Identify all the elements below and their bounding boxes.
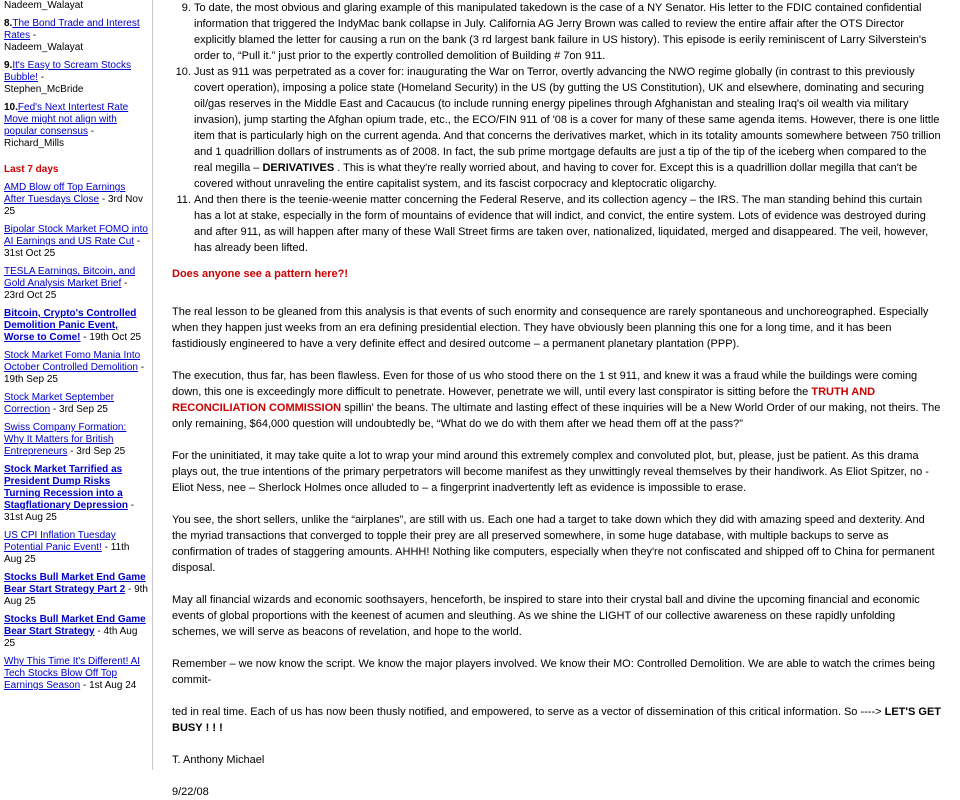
popular-item (4, 0, 148, 12)
recent-article-date: 3rd Nov 25 (4, 194, 143, 217)
recent-article-date: 3rd Sep 25 (76, 446, 126, 457)
recent-article-link[interactable]: Stock Market Fomo Mania Into October Controlled Demolition (4, 350, 141, 373)
recent-article-link[interactable]: Stock Market September Correction (4, 392, 115, 415)
recent-article-date: 9th Aug 25 (4, 584, 148, 607)
recent-article-date: 11th Aug 25 (4, 542, 130, 565)
popular-item-number: 8. (4, 18, 13, 29)
paragraph-uninitiated: For the uninitiated, it may take quite a lot to wrap your mind around this extremely complex and convoluted plot, but, please, just be patient. As this drama plays out, the true intentions of the primary perpetrators will become manifest as they unwittingly reveal themselves by their handiwork. As Eliot Spitzer, no - Eliot Ness, nee – Sherlock Holmes once alluded to – a fingerprint inadvertently left as evidence is impossible to erase. (172, 450, 929, 494)
recent-article-date: 31st Oct 25 (4, 248, 56, 259)
recent-article-link[interactable]: Bipolar Stock Market FOMO into AI Earnings and US Rate Cut (4, 224, 148, 247)
recent-article-link[interactable]: AMD Blow off Top Earnings After Tuesdays Close (4, 182, 126, 205)
recent-article-item: US CPI Inflation Tuesday Potential Panic Event! - 11th Aug 25 (4, 530, 130, 565)
popular-item: 10.Fed's Next Intertest Rate Move might not align with popular consensus - Richard_Mills (4, 102, 129, 149)
recent-article-link[interactable]: Swiss Company Formation: Why It Matters for British Entrepreneurs (4, 422, 127, 457)
item-11-text: And then there is the teenie-weenie matter concerning the Federal Reserve, and its collection agency – the IRS. The man standing behind this curtain has a lot at stake, especially in the form of mountains of evidence that will indict, and convict, the entire system. Lots of evidence was destroyed during and after 911, as will happen after many of these Wall Street firms are taken over, nationalized, liquidated, merged and disappeared. The veil, however, has already been lifted. (194, 194, 929, 254)
popular-item-author: Nadeem_Walayat (4, 0, 84, 11)
numbered-list (172, 0, 942, 256)
recent-article-link[interactable]: TESLA Earnings, Bitcoin, and Gold Analysis Market Brief (4, 266, 136, 289)
recent-article-date: 19th Oct 25 (89, 332, 142, 343)
recent-article-date: 4th Aug 25 (4, 626, 138, 649)
popular-item-author: Stephen_McBride (4, 84, 84, 95)
paragraph-short-sellers: You see, the short sellers, unlike the “airplanes”, are still with us. Each one had a target to take down which they did with amazing speed and dexterity. And the myriad transactions that converged to topple their prey are all preserved somewhere, in some huge database, with multiple backups to serve as confirmation of trades of staggering amounts. AHHH! Nothing like computers, especially when they're not confiscated and shipped off to China for permanent disposal. (172, 514, 935, 574)
recent-article-date: 1st Aug 24 (89, 680, 137, 691)
article-body (172, 0, 942, 798)
recent-article-item: Stocks Bull Market End Game Bear Start Strategy Part 2 - 9th Aug 25 (4, 572, 148, 607)
popular-item-link[interactable]: Fed's Next Intertest Rate Move might not align with popular consensus (4, 102, 129, 137)
item-10-text: Just as 911 was perpetrated as a cover for: inaugurating the War on Terror, overtly advancing the NWO regime globally (in contrast to this previously covert operation), imposing a police state (Homeland Security) in the US (by gutting the US Constitution), UK and elsewhere, dominating and securing oil/gas reserves in the Middle East and Cacaucus (to include running energy pipelines through Afghanistan and stealing Iraq's oil wealth via military invasion), jump starting the Afghan opium trade, etc., the ECO/FIN 911 of '08 is a cover for many of these same agenda items. However, there is one little item that is particularly high on the current agenda. And that concerns the derivatives market, which in its totality amounts somewhere between 750 trillion and 1 quadrillion dollars of instruments as of 2008. In fact, the sub prime mortgage defaults are just a tip of the tip of the iceberg when compared to the real megilla – (194, 66, 941, 174)
get-busy-exclaim: ! ! ! (205, 722, 223, 734)
derivatives-emphasis: DERIVATIVES (262, 162, 335, 174)
list-item-11 (194, 192, 942, 256)
item-9-text: To date, the most obvious and glaring example of this manipulated takedown is the case of a NY Senator. His letter to the FDIC contained confidential information that triggered the IndyMac bank collapse in July. California AG Jerry Brown was called to review the entire affair after the OTS Director explicitly blamed the letter for causing a run on the bank (3 rd largest bank failure in US history). This episode is eerily reminiscent of Larry Silverstein's order to, “Pull it.” just prior to the expertly controlled demolition of Building # 7on 911. (194, 2, 927, 62)
list-item-9 (194, 0, 942, 64)
popular-item-number: 9. (4, 60, 13, 71)
recent-article-link[interactable]: Bitcoin, Crypto's Controlled Demolition Panic Event, Worse to Come! (4, 308, 137, 343)
item-10-text-end: . This is what they're really worried about, and having to cover for. Except this is a quadrillion dollar megilla that can't be covered without unraveling the entire capitalist system, and its fascist corpocracy and kleptocratic oligarchy. (194, 162, 918, 190)
recent-article-date: 31st Aug 25 (4, 512, 57, 523)
paragraph-execution (172, 368, 942, 432)
get-busy-emphasis: LET'S GET BUSY (172, 706, 942, 734)
author-signature: T. Anthony Michael (172, 754, 265, 766)
recent-article-link[interactable]: Stock Market Tarrified as President Dump Risks Turning Recession into a Stagflationary Depression (4, 464, 128, 511)
popular-item-author: Richard_Mills (4, 138, 65, 149)
paragraph-real-time (172, 704, 942, 736)
article-date: 9/22/08 (172, 786, 209, 798)
recent-article-item: Bipolar Stock Market FOMO into AI Earnings and US Rate Cut - 31st Oct 25 (4, 224, 148, 259)
popular-item-author: Nadeem_Walayat (4, 42, 84, 53)
recent-article-item: AMD Blow off Top Earnings After Tuesdays Close - 3rd Nov 25 (4, 182, 143, 217)
recent-article-link[interactable]: US CPI Inflation Tuesday Potential Panic Event! (4, 530, 116, 553)
popular-item: 9.It's Easy to Scream Stocks Bubble! - Stephen_McBride (4, 60, 131, 95)
recent-article-link[interactable]: Stocks Bull Market End Game Bear Start Strategy (4, 614, 146, 637)
recent-article-item: Stock Market Fomo Mania Into October Controlled Demolition - 19th Sep 25 (4, 350, 145, 385)
recent-article-date: 3rd Sep 25 (59, 404, 108, 415)
recent-article-date: 23rd Oct 25 (4, 290, 57, 301)
recent-article-date: 19th Sep 25 (4, 374, 58, 385)
sidebar (0, 0, 153, 770)
pattern-heading: Does anyone see a pattern here?! (172, 268, 349, 280)
recent-article-item: Bitcoin, Crypto's Controlled Demolition Panic Event, Worse to Come! - 19th Oct 25 (4, 308, 142, 343)
paragraph-wizards: May all financial wizards and economic soothsayers, henceforth, be inspired to stare into their crystal ball and divine the upcoming financial and economic events of global proportions with the keenest of acumen and sleuthing. As we shine the LIGHT of our collective awareness on these rapidly unfolding schemes, we will serve as beacons of revelation, and hope to the world. (172, 594, 920, 638)
list-item-10 (194, 64, 942, 192)
recent-article-link[interactable]: Stocks Bull Market End Game Bear Start Strategy Part 2 (4, 572, 146, 595)
recent-article-item: Why This Time It's Different! AI Tech Stocks Blow Off Top Earnings Season - 1st Aug 24 (4, 656, 141, 691)
popular-item-link[interactable]: It's Easy to Scream Stocks Bubble! (4, 60, 131, 83)
recent-article-link[interactable]: Why This Time It's Different! AI Tech Stocks Blow Off Top Earnings Season (4, 656, 141, 691)
recent-article-item: Stock Market Tarrified as President Dump Risks Turning Recession into a Stagflationary Depression - 31st Aug 25 (4, 464, 135, 523)
real-time-text: ted in real time. Each of us has now been thusly notified, and empowered, to serve as a vector of dissemination of this critical information. So ----> (172, 706, 882, 718)
recent-article-item: TESLA Earnings, Bitcoin, and Gold Analysis Market Brief - 23rd Oct 25 (4, 266, 136, 301)
commission-emphasis: TRUTH AND RECONCILIATION COMMISSION (172, 386, 876, 414)
recent-article-item: Stocks Bull Market End Game Bear Start Strategy - 4th Aug 25 (4, 614, 146, 649)
popular-item: 8.The Bond Trade and Interest Rates - Nadeem_Walayat (4, 18, 140, 53)
popular-item-number: 10. (4, 102, 18, 113)
execution-text-end: spillin' the beans. The ultimate and lasting effect of these inquiries will be a New World Order of our making, not theirs. The only remaining, $64,000 question will undoubtedly be, “What do we do with them after we head them off at the pass?” (172, 402, 941, 430)
paragraph-lesson: The real lesson to be gleaned from this analysis is that events of such enormity and consequence are rarely spontaneous and unchoreographed. Especially when they happen just weeks from an era defining presidential election. They have obviously been planning this one for a long time, and it has been fastidiously engineered to have a very definite effect and desired outcome – a permanent planetary plantation (PPP). (172, 306, 929, 350)
paragraph-remember: Remember – we now know the script. We know the major players involved. We know their MO: Controlled Demolition. We are able to watch the crimes being commit- (172, 658, 935, 686)
popular-item-link[interactable]: The Bond Trade and Interest Rates (4, 18, 140, 41)
last-7-days-heading: Last 7 days (4, 164, 59, 175)
recent-article-item: Stock Market September Correction - 3rd Sep 25 (4, 392, 115, 415)
recent-article-item: Swiss Company Formation: Why It Matters for British Entrepreneurs - 3rd Sep 25 (4, 422, 127, 457)
execution-text: The execution, thus far, has been flawless. Even for those of us who stood there on the 1 st 911, and knew it was a fraud while the buildings were coming down, this one is exceedingly more difficult to penetrate. However, penetrate we will, until every last conspirator is sitting before the (172, 370, 918, 398)
